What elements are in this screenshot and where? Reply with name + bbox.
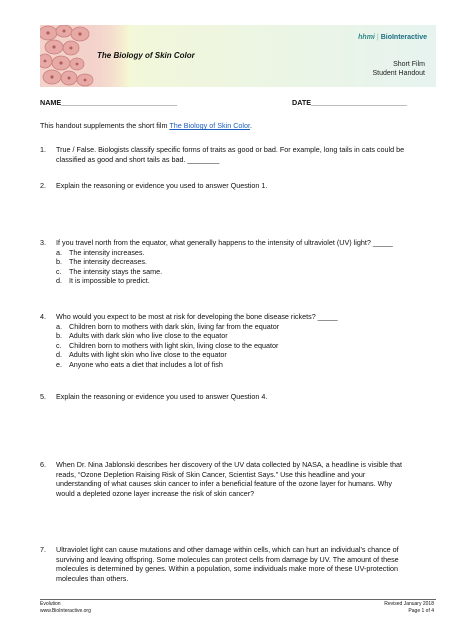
option-text: The intensity stays the same.: [69, 266, 163, 276]
option-text: Children born to mothers with dark skin, living far from the equator: [69, 321, 280, 331]
question-number: 3.: [40, 238, 46, 247]
answer-option[interactable]: [56, 331, 440, 341]
option-text: It is impossible to predict.: [69, 276, 150, 286]
subtitle-short-film: Short Film: [393, 61, 425, 68]
question-text-line: True / False. Biologists classify specific forms of traits as good or bad. For example, long tails in cats could be: [56, 145, 405, 154]
option-letter: b.: [56, 257, 62, 267]
option-letter: c.: [56, 266, 62, 276]
option-letter: e.: [56, 359, 62, 369]
answer-option[interactable]: [56, 276, 440, 286]
question-5: [40, 392, 440, 402]
question-number: 7.: [40, 545, 46, 554]
intro-after: .: [250, 121, 253, 130]
question-1: [40, 145, 440, 164]
intro-before: This handout supplements the short film: [40, 121, 170, 130]
question-text-line: classified as good and short tails as bad. ________: [56, 154, 220, 164]
question-4: [40, 312, 440, 370]
option-text: Adults with light skin who live close to the equator: [69, 350, 227, 360]
answer-option[interactable]: [56, 257, 440, 267]
answer-option[interactable]: [56, 322, 440, 332]
question-text-line: Ultraviolet light can cause mutations and other damage within cells, which can hurt an individual’s chance of: [56, 545, 399, 554]
hhmi-biointeractive-logo: hhmi | BioInteractive: [358, 34, 427, 41]
question-text-line: Explain the reasoning or evidence you used to answer Question 1.: [56, 181, 268, 190]
question-2: [40, 181, 440, 191]
footer-page-number: Page 1 of 4: [408, 607, 434, 614]
question-7: [40, 545, 440, 583]
question-text-line: reads, “Ozone Depletion Raising Risk of Skin Cancer, Scientist Says.” Use this headline and your: [56, 469, 366, 479]
footer-revision: Revised January 2018: [384, 601, 434, 607]
question-text-line: If you travel north from the equator, what generally happens to the intensity of ultraviolet (UV) light? _____: [56, 238, 393, 247]
date-field[interactable]: DATE________________________: [292, 98, 407, 107]
question-number: 2.: [40, 181, 46, 190]
option-text: Anyone who eats a diet that includes a lot of fish: [69, 359, 223, 369]
option-text: The intensity increases.: [69, 247, 145, 257]
question-text-line: Explain the reasoning or evidence you used to answer Question 4.: [56, 392, 268, 401]
footer-right: [384, 601, 434, 614]
answer-option[interactable]: [56, 360, 440, 370]
header-banner: [40, 25, 436, 87]
question-text-line: molecules is determined by genes. Within a population, some individuals make more of these UV-protection: [56, 564, 398, 574]
option-letter: d.: [56, 276, 62, 286]
page-title: The Biology of Skin Color: [97, 51, 195, 60]
question-text-line: When Dr. Nina Jablonski describes her discovery of the UV data collected by NASA, a headline is visible that: [56, 460, 402, 469]
question-text-line: molecules than others.: [56, 573, 129, 583]
answer-option[interactable]: [56, 267, 440, 277]
footer-unit: Evolution: [40, 601, 61, 607]
answer-option[interactable]: [56, 350, 440, 360]
brand-hhmi: hhmi: [358, 34, 375, 41]
name-field[interactable]: NAME_____________________________: [40, 98, 178, 107]
option-text: Children born to mothers with light skin, living close to the equator: [69, 340, 279, 350]
option-letter: b.: [56, 331, 62, 341]
question-number: 5.: [40, 392, 46, 401]
subtitle-student-handout: Student Handout: [372, 70, 425, 77]
question-text-line: Who would you expect to be most at risk for developing the bone disease rickets? _____: [56, 312, 338, 321]
question-3: [40, 238, 440, 286]
brand-biointeractive: BioInteractive: [380, 34, 427, 41]
answer-option[interactable]: [56, 248, 440, 258]
question-number: 4.: [40, 312, 46, 321]
option-text: The intensity decreases.: [69, 257, 147, 267]
option-letter: c.: [56, 340, 62, 350]
intro-text: [40, 121, 252, 130]
question-6: [40, 460, 440, 498]
answer-option[interactable]: [56, 341, 440, 351]
question-text-line: surviving and leaving offspring. Some molecules can protect cells from damage by UV. The amount of these: [56, 554, 399, 564]
option-letter: a.: [56, 247, 62, 257]
footer-left: [40, 601, 91, 614]
film-link[interactable]: The Biology of Skin Color: [169, 121, 251, 130]
option-letter: a.: [56, 321, 62, 331]
option-text: Adults with dark skin who live close to the equator: [69, 331, 228, 341]
footer-divider: [40, 599, 436, 600]
option-letter: d.: [56, 350, 62, 360]
question-number: 6.: [40, 460, 46, 469]
question-number: 1.: [40, 145, 46, 154]
question-text-line: would a depleted ozone layer increase the risk of skin cancer?: [56, 488, 255, 498]
question-text-line: understanding of what causes skin cancer to infer a beneficial feature of the ozone layer for humans. Why: [56, 479, 393, 489]
footer-website[interactable]: www.BioInteractive.org: [40, 607, 91, 614]
